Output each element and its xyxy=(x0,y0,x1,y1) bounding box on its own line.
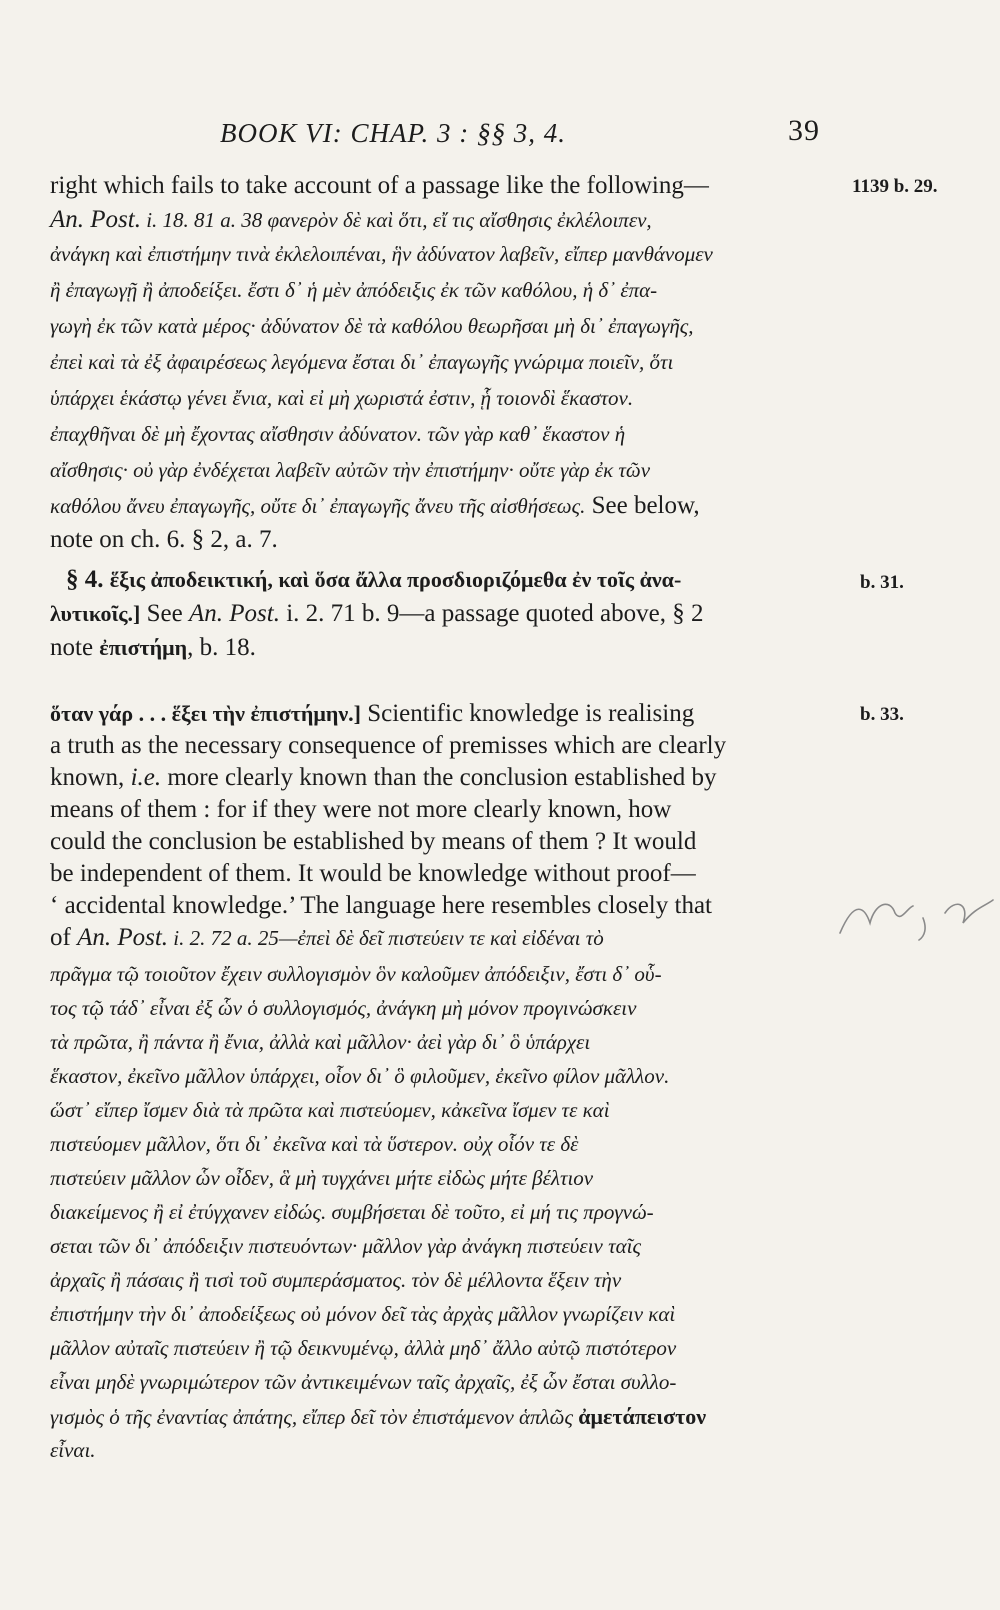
text-line: a truth as the necessary consequence of premisses which are clearly xyxy=(50,732,727,759)
greek-text: ἀνάγκη καὶ ἐπιστήμην τινὰ ἐκλελοιπέναι, ἣν ἀδύνατον λαβεῖν, εἴπερ μανθάνομεν xyxy=(50,242,713,266)
text-line xyxy=(50,600,704,628)
text-line xyxy=(50,1404,706,1430)
handwritten-annotation xyxy=(835,878,995,948)
citation-work: An. Post. xyxy=(50,206,141,233)
greek-text: εἶναι μηδὲ γνωριμώτερον τῶν ἀντικειμένων ταῖς ἀρχαῖς, ἐξ ὧν ἔσται συλλο- xyxy=(50,1370,677,1394)
greek-text: αἴσθησις· οὐ γὰρ ἐνδέχεται λαβεῖν αὐτῶν τὴν ἐπιστήμην· οὔτε γὰρ ἐκ τῶν xyxy=(50,458,651,482)
english-text: See xyxy=(140,600,189,627)
emphasis-greek: ἀμετάπειστον xyxy=(578,1404,707,1429)
greek-text: ὥστ᾽ εἴπερ ἴσμεν διὰ τὰ πρῶτα καὶ πιστεύομεν, κἀκεῖνα ἴσμεν τε καὶ xyxy=(50,1098,610,1122)
greek-text: ἀρχαῖς ἢ πάσαις ἢ τισὶ τοῦ συμπεράσματος. τὸν δὲ μέλλοντα ἕξειν τὴν xyxy=(50,1268,622,1292)
english-text: Scientific knowledge is realising xyxy=(360,700,695,727)
greek-text: i. 18. 81 a. 38 φανερὸν δὲ καὶ ὅτι, εἴ τις αἴσθησις ἐκλέλοιπεν, xyxy=(140,208,652,232)
running-header xyxy=(220,114,820,154)
greek-text: καθόλου ἄνευ ἐπαγωγῆς, οὔτε δι᾽ ἐπαγωγῆς ἄνευ τῆς αἰσθήσεως. xyxy=(50,494,586,518)
running-title: BOOK VI: CHAP. 3 : §§ 3, 4. xyxy=(220,118,566,148)
english-text: See below, xyxy=(585,492,700,519)
citation-work: An. Post. xyxy=(189,600,280,627)
greek-text: ἐπαχθῆναι δὲ μὴ ἔχοντας αἴσθησιν ἀδύνατον. τῶν γὰρ καθ᾽ ἕκαστον ἡ xyxy=(50,422,626,446)
text-line: note on ch. 6. § 2, a. 7. xyxy=(50,526,278,553)
greek-text: ἐπεὶ καὶ τὰ ἐξ ἀφαιρέσεως λεγόμενα ἔσται δι᾽ ἐπαγωγῆς γνώριμα ποιεῖν, ὅτι xyxy=(50,350,674,374)
citation-work: An. Post. xyxy=(77,924,169,951)
greek-text: ἐπιστήμην τὴν δι᾽ ἀποδείξεως οὐ μόνον δεῖ τὰς ἀρχὰς μᾶλλον γνωρίζειν καὶ xyxy=(50,1302,676,1326)
lemma-greek: λυτικοῖς.] xyxy=(50,601,141,626)
margin-reference: 1139 b. 29. xyxy=(852,176,938,197)
english-text: more clearly known than the conclusion established by xyxy=(161,764,717,791)
english-text: i. 2. 71 b. 9—a passage quoted above, § 2 xyxy=(279,600,704,627)
text-line: could the conclusion be established by means of them ? It would xyxy=(50,828,697,855)
greek-text: i. 2. 72 a. 25—ἐπεὶ δὲ δεῖ πιστεύειν τε καὶ εἰδέναι τὸ xyxy=(168,926,604,950)
margin-reference: b. 33. xyxy=(860,704,904,725)
greek-text: γωγὴ ἐκ τῶν κατὰ μέρος· ἀδύνατον δὲ τὰ καθόλου θεωρῆσαι μὴ δι᾽ ἐπαγωγῆς, xyxy=(50,314,694,338)
text-line xyxy=(66,566,681,594)
greek-text: τὰ πρῶτα, ἢ πάντα ἢ ἔνια, ἀλλὰ καὶ μᾶλλον· ἀεὶ γὰρ δι᾽ ὃ ὑπάρχει xyxy=(50,1030,591,1054)
greek-text: ἢ ἐπαγωγῇ ἢ ἀποδείξει. ἔστι δ᾽ ἡ μὲν ἀπόδειξις ἐκ τῶν καθόλου, ἡ δ᾽ ἐπα- xyxy=(50,278,658,302)
text-line: right which fails to take account of a passage like the following— xyxy=(50,172,709,199)
text-line xyxy=(50,206,652,234)
greek-text: πιστεύειν μᾶλλον ὧν οἶδεν, ἃ μὴ τυγχάνει μήτε εἰδὼς μήτε βέλτιον xyxy=(50,1166,594,1190)
text-line xyxy=(50,492,700,520)
text-line: ‘ accidental knowledge.’ The language here resembles closely that xyxy=(50,892,712,919)
text-line xyxy=(50,700,694,728)
english-text: of xyxy=(50,924,78,951)
text-line xyxy=(50,764,717,792)
abbreviation: i.e. xyxy=(130,764,162,791)
english-text: , b. 18. xyxy=(187,634,256,661)
section-marker: § 4. xyxy=(66,566,110,593)
greek-text: ὑπάρχει ἑκάστῳ γένει ἔνια, καὶ εἰ μὴ χωριστά ἐστιν, ᾗ τοιονδὶ ἕκαστον. xyxy=(50,386,634,410)
greek-text: εἶναι. xyxy=(50,1438,96,1462)
text-line xyxy=(50,924,604,952)
greek-text: σεται τῶν δι᾽ ἀπόδειξιν πιστευόντων· μᾶλλον γὰρ ἀνάγκη πιστεύειν ταῖς xyxy=(50,1234,642,1258)
greek-text: ἕκαστον, ἐκεῖνο μᾶλλον ὑπάρχει, οἷον δι᾽ ὃ φιλοῦμεν, ἐκεῖνο φίλον μᾶλλον. xyxy=(50,1064,670,1088)
text-line: means of them : for if they were not more clearly known, how xyxy=(50,796,672,823)
greek-text: μᾶλλον αὐταῖς πιστεύειν ἢ τῷ δεικνυμένῳ, ἀλλὰ μηδ᾽ ἄλλο αὐτῷ πιστότερον xyxy=(50,1336,677,1360)
english-text: known, xyxy=(50,764,131,791)
page-number: 39 xyxy=(788,114,820,147)
greek-text: πρᾶγμα τῷ τοιοῦτον ἔχειν συλλογισμὸν ὃν καλοῦμεν ἀπόδειξιν, ἔστι δ᾽ οὗ- xyxy=(50,962,662,986)
greek-text: τος τῷ τάδ᾽ εἶναι ἐξ ὧν ὁ συλλογισμός, ἀνάγκη μὴ μόνον προγινώσκειν xyxy=(50,996,637,1020)
lemma-greek: ἕξις ἀποδεικτική, καὶ ὅσα ἄλλα προσδιοριζόμεθα ἐν τοῖς ἀνα- xyxy=(109,567,682,592)
lemma-greek: ἐπιστήμη xyxy=(99,635,188,660)
greek-text: διακείμενος ἢ εἰ ἐτύγχανεν εἰδώς. συμβήσεται δὲ τοῦτο, εἰ μή τις προγνώ- xyxy=(50,1200,654,1224)
margin-reference: b. 31. xyxy=(860,572,904,593)
english-text: note xyxy=(50,634,100,661)
text-line: be independent of them. It would be knowledge without proof— xyxy=(50,860,696,887)
text-line xyxy=(50,634,256,662)
greek-text: πιστεύομεν μᾶλλον, ὅτι δι᾽ ἐκεῖνα καὶ τὰ ὕστερον. οὐχ οἷόν τε δὲ xyxy=(50,1132,579,1156)
greek-text: γισμὸς ὁ τῆς ἐναντίας ἀπάτης, εἴπερ δεῖ τὸν ἐπιστάμενον ἁπλῶς xyxy=(50,1405,579,1429)
lemma-greek: ὅταν γάρ . . . ἕξει τὴν ἐπιστήμην.] xyxy=(50,701,361,726)
